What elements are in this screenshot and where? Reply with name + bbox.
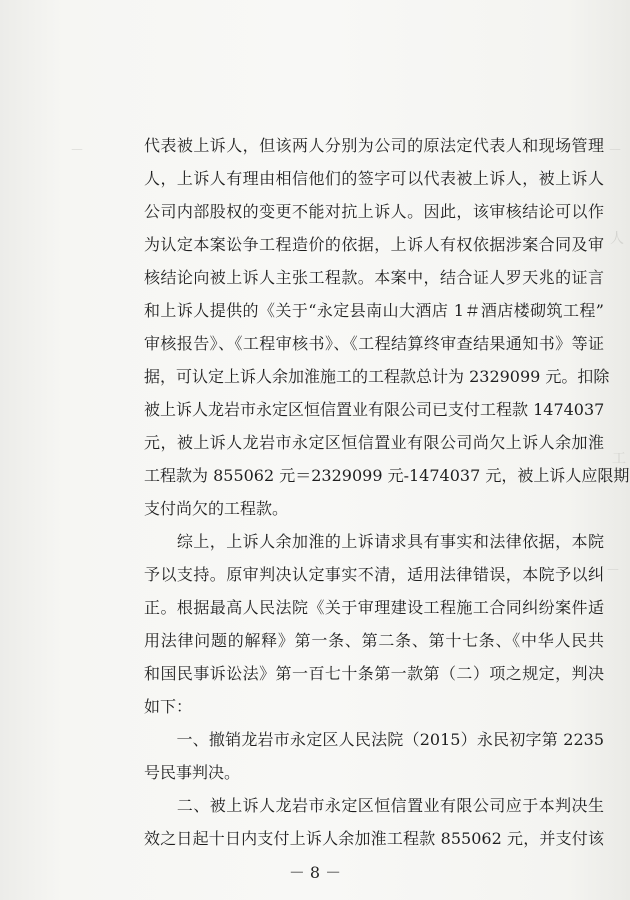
bleed-through-mark: 工	[612, 451, 626, 467]
bleed-through-mark: －	[70, 143, 84, 159]
paragraph-line: 予以支持。原审判决认定事实不清，适用法律错误，本院予以纠	[144, 565, 604, 584]
paragraph-line: 被上诉人龙岩市永定区恒信置业有限公司已支付工程款 1474037	[144, 400, 605, 419]
bleed-through-mark: －	[606, 563, 620, 579]
paragraph-line: 综上，上诉人余加淮的上诉请求具有事实和法律依据，本院	[144, 532, 604, 551]
paragraph-line: 核结论向被上诉人主张工程款。本案中，结合证人罗天兆的证言	[144, 268, 604, 287]
paragraph-line: 和上诉人提供的《关于“永定县南山大酒店 1＃酒店楼砌筑工程”	[144, 301, 604, 320]
paragraph-line: 代表被上诉人，但该两人分别为公司的原法定代表人和现场管理	[144, 136, 604, 155]
paragraph-line: 工程款为 855062 元＝2329099 元-1474037 元，被上诉人应限期	[144, 466, 630, 485]
paragraph-line: 元，被上诉人龙岩市永定区恒信置业有限公司尚欠上诉人余加淮	[144, 433, 604, 452]
paragraph-line: 如下：	[144, 697, 193, 716]
judgment-item-line: 效之日起十日内支付上诉人余加淮工程款 855062 元，并支付该	[144, 829, 604, 848]
page-number: － 8 －	[288, 863, 342, 882]
judgment-item-line: 一、撤销龙岩市永定区人民法院（2015）永民初字第 2235	[144, 730, 604, 749]
paragraph-line: 审核报告》、《工程审核书》、《工程结算终审查结果通知书》等证	[144, 334, 604, 353]
bleed-through-mark: 人	[610, 231, 624, 247]
paragraph-line: 支付尚欠的工程款。	[144, 499, 289, 518]
paragraph-line: 为认定本案讼争工程造价的依据，上诉人有权依据涉案合同及审	[144, 235, 604, 254]
paragraph-line: 和国民事诉讼法》第一百七十条第一款第（二）项之规定，判决	[144, 664, 604, 683]
judgment-item-line: 号民事判决。	[144, 763, 241, 782]
judgment-item-line: 二、被上诉人龙岩市永定区恒信置业有限公司应于本判决生	[144, 796, 604, 815]
bleed-through-mark: －	[608, 143, 622, 159]
paragraph-line: 公司内部股权的变更不能对抗上诉人。因此，该审核结论可以作	[144, 202, 604, 221]
paragraph-line: 人，上诉人有理由相信他们的签字可以代表被上诉人，被上诉人	[144, 169, 604, 188]
paragraph-line: 正。根据最高人民法院《关于审理建设工程施工合同纠纷案件适	[144, 598, 604, 617]
paragraph-line: 用法律问题的解释》第一条、第二条、第十七条、《中华人民共	[144, 631, 604, 650]
paragraph-line: 据，可认定上诉人余加淮施工的工程款总计为 2329099 元。扣除	[144, 367, 610, 386]
